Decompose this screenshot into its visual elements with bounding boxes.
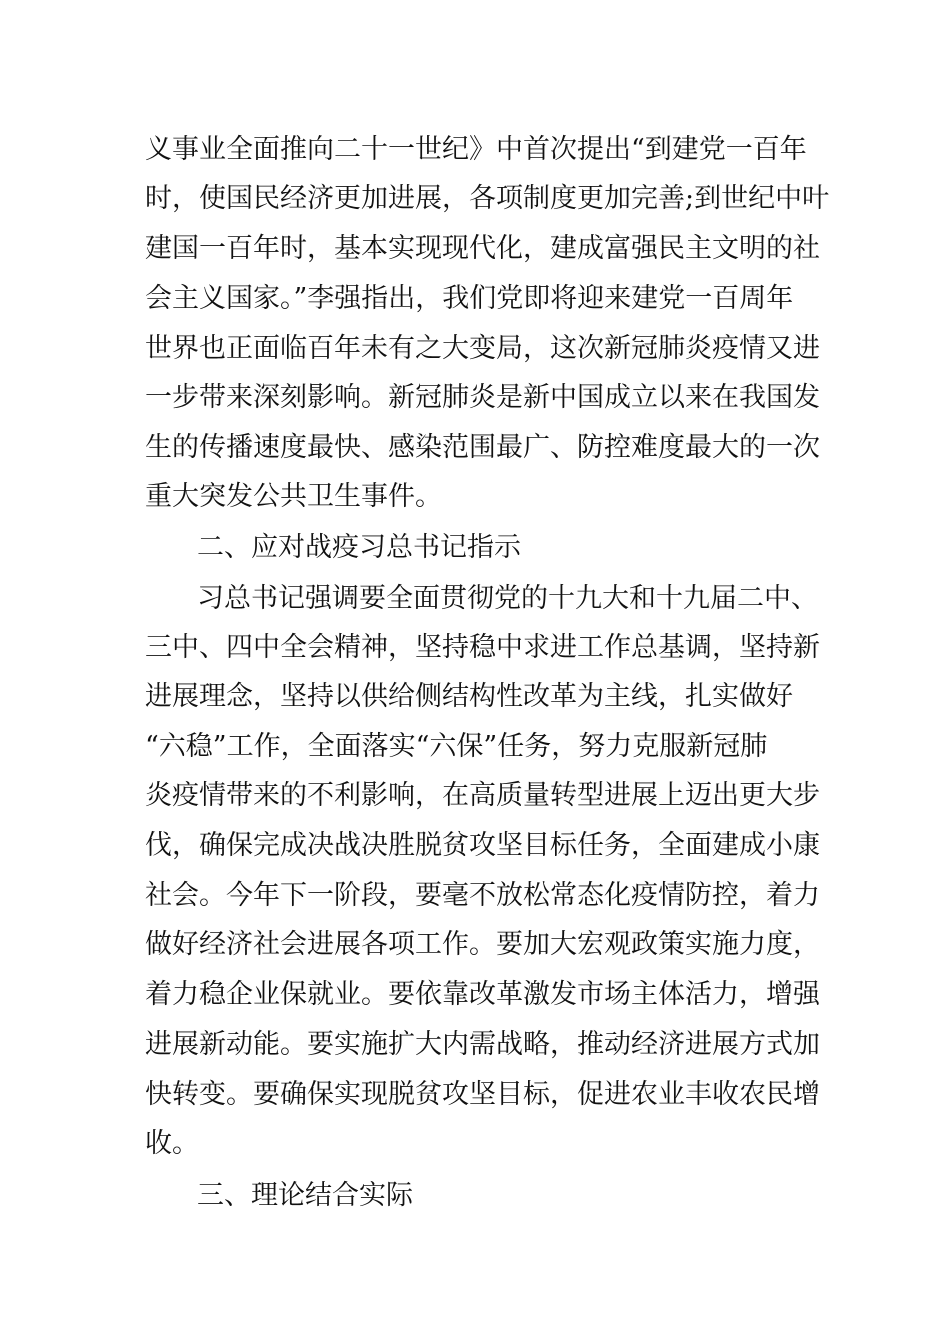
text-line: 炎疫情带来的不利影响，在高质量转型进展上迈出更大步	[145, 780, 820, 811]
text-line: 会主义国家。”李强指出，我们党即将迎来建党一百周年	[145, 283, 794, 314]
text-line: 伐，确保完成决战决胜脱贫攻坚目标任务，全面建成小康	[145, 830, 820, 861]
text-line: 重大突发公共卫生事件。	[145, 481, 442, 512]
text-line: 生的传播速度最快、感染范围最广、防控难度最大的一次	[145, 432, 820, 463]
text-line: 社会。今年下一阶段，要毫不放松常态化疫情防控，着力	[145, 880, 820, 911]
text-line: 做好经济社会进展各项工作。要加大宏观政策实施力度，	[145, 929, 820, 960]
text-line: 一步带来深刻影响。新冠肺炎是新中国成立以来在我国发	[145, 382, 820, 413]
text-line: 世界也正面临百年未有之大变局，这次新冠肺炎疫情又进	[145, 333, 820, 364]
text-line: 进展新动能。要实施扩大内需战略，推动经济进展方式加	[145, 1029, 820, 1060]
text-line: 时，使国民经济更加进展，各项制度更加完善;到世纪中叶	[145, 183, 830, 214]
text-line: 三中、四中全会精神，坚持稳中求进工作总基调，坚持新	[145, 632, 820, 663]
text-line: 进展理念，坚持以供给侧结构性改革为主线，扎实做好	[145, 681, 793, 712]
paragraph-first-line: 习总书记强调要全面贯彻党的十九大和十九届二中、	[197, 583, 818, 614]
section-heading-2: 二、应对战疫习总书记指示	[197, 532, 521, 563]
text-line: 快转变。要确保实现脱贫攻坚目标，促进农业丰收农民增	[145, 1079, 820, 1110]
section-heading-3: 三、理论结合实际	[197, 1180, 413, 1211]
text-line: 义事业全面推向二十一世纪》中首次提出“到建党一百年	[145, 134, 807, 165]
text-line: “六稳”工作，全面落实“六保”任务，努力克服新冠肺	[145, 731, 768, 762]
text-line: 着力稳企业保就业。要依靠改革激发市场主体活力，增强	[145, 979, 820, 1010]
text-line: 建国一百年时，基本实现现代化，建成富强民主文明的社	[145, 233, 820, 264]
text-line: 收。	[145, 1128, 199, 1159]
